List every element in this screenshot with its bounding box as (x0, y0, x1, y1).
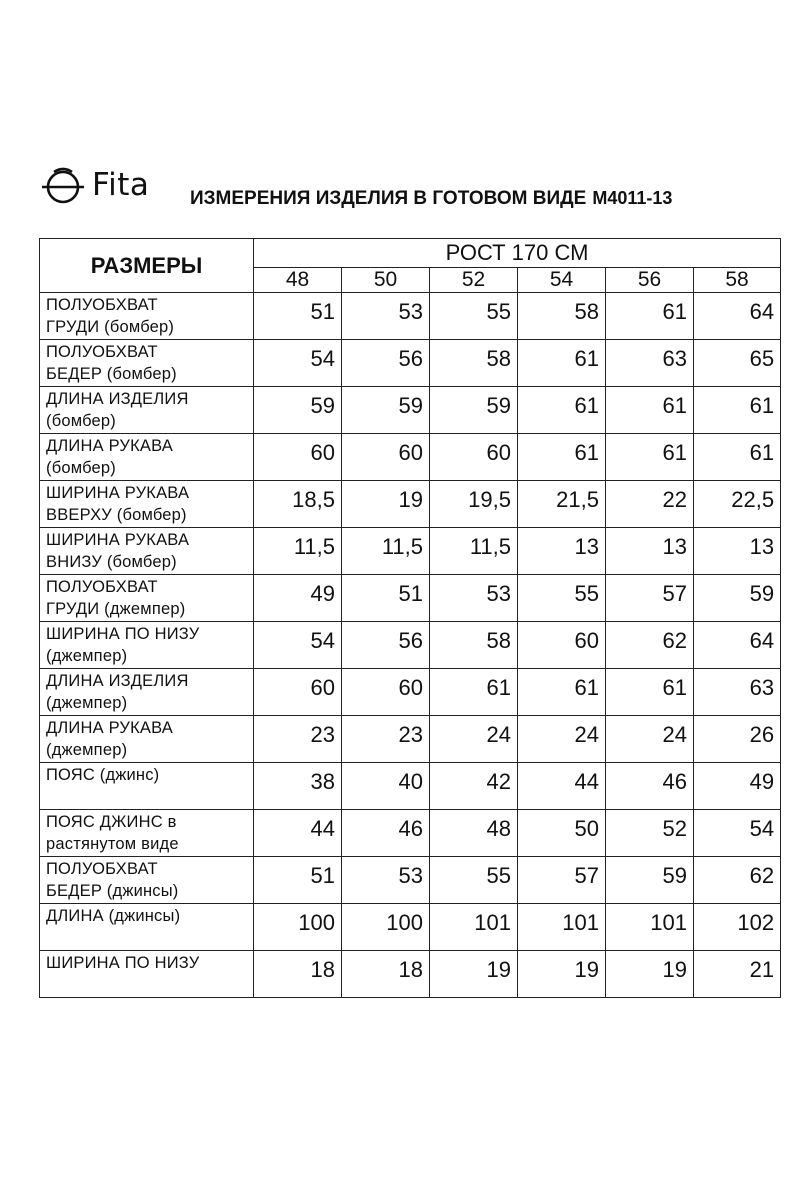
measurement-value: 50 (518, 810, 606, 857)
size-table (39, 238, 781, 998)
measurement-value: 59 (430, 387, 518, 434)
measurement-value: 62 (694, 857, 781, 904)
measurement-value: 13 (518, 528, 606, 575)
measurement-value: 59 (342, 387, 430, 434)
measurement-label: ПОЛУОБХВАТ ГРУДИ (джемпер) (40, 575, 254, 622)
measurement-value: 53 (342, 857, 430, 904)
table-row (40, 763, 781, 810)
size-header-cell: 52 (430, 268, 518, 293)
measurement-value: 55 (430, 857, 518, 904)
measurement-label: ДЛИНА (джинсы) (40, 904, 254, 951)
measurement-value: 11,5 (342, 528, 430, 575)
size-header-cell: 56 (606, 268, 694, 293)
measurement-value: 59 (694, 575, 781, 622)
measurement-value: 63 (694, 669, 781, 716)
measurement-value: 64 (694, 622, 781, 669)
measurement-value: 19,5 (430, 481, 518, 528)
measurement-value: 24 (606, 716, 694, 763)
table-row (40, 857, 781, 904)
document-header (40, 160, 780, 210)
measurement-value: 55 (430, 293, 518, 340)
measurement-label: ДЛИНА ИЗДЕЛИЯ (бомбер) (40, 387, 254, 434)
measurement-value: 55 (518, 575, 606, 622)
measurement-value: 60 (254, 434, 342, 481)
measurement-value: 51 (254, 857, 342, 904)
measurement-value: 58 (430, 622, 518, 669)
measurement-value: 61 (606, 293, 694, 340)
measurement-label: ПОЯС (джинс) (40, 763, 254, 810)
size-table-body (40, 293, 781, 998)
measurement-value: 18,5 (254, 481, 342, 528)
table-row (40, 293, 781, 340)
measurement-value: 13 (694, 528, 781, 575)
measurement-label: ПОЛУОБХВАТ ГРУДИ (бомбер) (40, 293, 254, 340)
measurement-value: 61 (606, 387, 694, 434)
measurement-value: 46 (342, 810, 430, 857)
measurement-value: 51 (342, 575, 430, 622)
measurement-value: 56 (342, 622, 430, 669)
corner-label: РАЗМЕРЫ (40, 239, 254, 293)
measurement-value: 63 (606, 340, 694, 387)
measurement-value: 58 (430, 340, 518, 387)
table-row (40, 340, 781, 387)
measurement-value: 60 (342, 434, 430, 481)
measurement-value: 40 (342, 763, 430, 810)
table-row (40, 669, 781, 716)
measurement-value: 54 (254, 622, 342, 669)
brand-name: Fita (92, 166, 150, 203)
measurement-value: 60 (342, 669, 430, 716)
measurement-value: 60 (430, 434, 518, 481)
measurement-value: 19 (606, 951, 694, 998)
measurement-label: ПОЛУОБХВАТ БЕДЕР (бомбер) (40, 340, 254, 387)
measurement-value: 61 (694, 434, 781, 481)
measurement-value: 38 (254, 763, 342, 810)
size-header-cell: 50 (342, 268, 430, 293)
measurement-value: 24 (430, 716, 518, 763)
measurement-value: 48 (430, 810, 518, 857)
measurement-value: 44 (518, 763, 606, 810)
table-row (40, 810, 781, 857)
model-code: М4011-13 (592, 188, 673, 208)
measurement-value: 60 (518, 622, 606, 669)
measurement-value: 11,5 (430, 528, 518, 575)
measurement-label: ДЛИНА ИЗДЕЛИЯ (джемпер) (40, 669, 254, 716)
measurement-value: 54 (254, 340, 342, 387)
table-row (40, 904, 781, 951)
table-row (40, 387, 781, 434)
measurement-value: 21,5 (518, 481, 606, 528)
size-header-cell: 58 (694, 268, 781, 293)
measurement-value: 24 (518, 716, 606, 763)
measurement-value: 19 (342, 481, 430, 528)
measurement-value: 57 (606, 575, 694, 622)
measurement-label: ШИРИНА ПО НИЗУ (40, 951, 254, 998)
measurement-value: 53 (342, 293, 430, 340)
table-row (40, 716, 781, 763)
measurement-value: 49 (254, 575, 342, 622)
measurement-label: ПОЯС ДЖИНС в растянутом виде (40, 810, 254, 857)
size-header-cell: 54 (518, 268, 606, 293)
fita-logo-icon (40, 165, 86, 205)
measurement-value: 19 (430, 951, 518, 998)
measurement-label: ШИРИНА РУКАВА ВНИЗУ (бомбер) (40, 528, 254, 575)
measurement-value: 64 (694, 293, 781, 340)
measurement-value: 13 (606, 528, 694, 575)
measurement-value: 101 (518, 904, 606, 951)
measurement-value: 59 (606, 857, 694, 904)
measurement-value: 100 (254, 904, 342, 951)
measurement-label: ПОЛУОБХВАТ БЕДЕР (джинсы) (40, 857, 254, 904)
brand-logo (40, 160, 149, 210)
measurement-value: 56 (342, 340, 430, 387)
measurement-value: 57 (518, 857, 606, 904)
measurement-value: 58 (518, 293, 606, 340)
measurement-label: ШИРИНА ПО НИЗУ (джемпер) (40, 622, 254, 669)
measurement-value: 22,5 (694, 481, 781, 528)
measurement-value: 62 (606, 622, 694, 669)
measurement-value: 101 (430, 904, 518, 951)
height-group-label: РОСТ 170 СМ (254, 239, 781, 268)
measurement-value: 61 (518, 387, 606, 434)
measurement-value: 59 (254, 387, 342, 434)
measurement-value: 101 (606, 904, 694, 951)
measurement-value: 61 (518, 669, 606, 716)
document-title (190, 188, 672, 210)
measurement-value: 44 (254, 810, 342, 857)
measurement-value: 61 (518, 434, 606, 481)
measurement-value: 61 (606, 669, 694, 716)
measurement-value: 51 (254, 293, 342, 340)
table-row (40, 481, 781, 528)
measurement-value: 42 (430, 763, 518, 810)
measurement-value: 61 (518, 340, 606, 387)
table-row (40, 575, 781, 622)
measurement-value: 61 (606, 434, 694, 481)
measurement-label: ДЛИНА РУКАВА (бомбер) (40, 434, 254, 481)
measurement-value: 53 (430, 575, 518, 622)
measurement-value: 49 (694, 763, 781, 810)
measurement-value: 60 (254, 669, 342, 716)
measurement-label: ДЛИНА РУКАВА (джемпер) (40, 716, 254, 763)
measurement-value: 61 (694, 387, 781, 434)
table-row (40, 622, 781, 669)
measurement-value: 26 (694, 716, 781, 763)
title-text: ИЗМЕРЕНИЯ ИЗДЕЛИЯ В ГОТОВОМ ВИДЕ (190, 188, 587, 209)
measurement-value: 18 (254, 951, 342, 998)
measurement-value: 61 (430, 669, 518, 716)
measurement-value: 11,5 (254, 528, 342, 575)
measurement-value: 54 (694, 810, 781, 857)
measurement-value: 23 (342, 716, 430, 763)
measurement-value: 22 (606, 481, 694, 528)
measurement-value: 23 (254, 716, 342, 763)
measurement-value: 19 (518, 951, 606, 998)
measurement-label: ШИРИНА РУКАВА ВВЕРХУ (бомбер) (40, 481, 254, 528)
measurement-value: 18 (342, 951, 430, 998)
measurement-value: 52 (606, 810, 694, 857)
measurement-value: 21 (694, 951, 781, 998)
table-row (40, 528, 781, 575)
size-header-cell: 48 (254, 268, 342, 293)
measurement-value: 65 (694, 340, 781, 387)
measurement-value: 100 (342, 904, 430, 951)
table-row (40, 951, 781, 998)
table-row (40, 434, 781, 481)
measurement-value: 102 (694, 904, 781, 951)
measurement-value: 46 (606, 763, 694, 810)
